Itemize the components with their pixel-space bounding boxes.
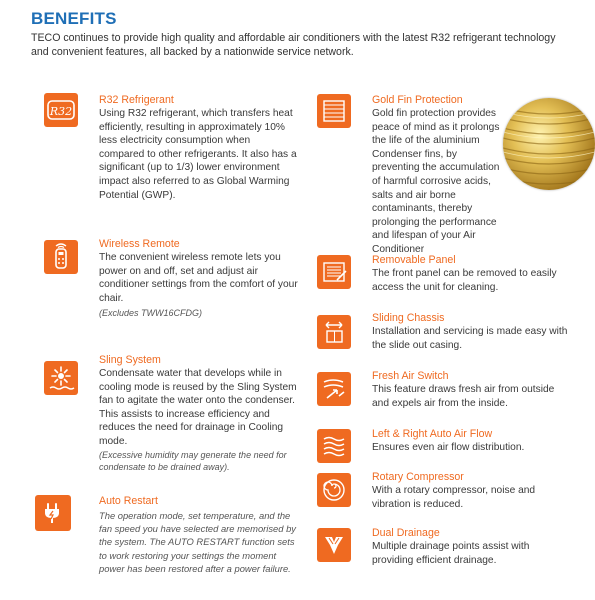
feature-body: Condensate water that develops while in cooling mode is reused by the Sling System fan to agitate the water onto the condenser. This assists to increase efficiency and reduces the need for drainage in Cooling mode.: [99, 368, 297, 447]
feature-body: This feature draws fresh air from outside and expels air from the inside.: [372, 384, 555, 409]
sling-fan-icon: [44, 361, 78, 395]
feature-title: Gold Fin Protection: [372, 94, 463, 106]
feature-wireless-remote: [99, 238, 299, 319]
feature-sling-system: [99, 354, 299, 473]
feature-title: Sling System: [99, 354, 161, 366]
feature-note: (Excessive humidity may generate the need for condensate to be drained away).: [99, 449, 287, 472]
svg-text:R32: R32: [49, 105, 73, 118]
feature-title: Left & Right Auto Air Flow: [372, 428, 493, 440]
feature-title: Rotary Compressor: [372, 471, 464, 483]
feature-auto-air-flow: [372, 428, 572, 455]
feature-body: The operation mode, set temperature, and the fan speed you have selected are memorised by the system. The AUTO RESTART function sets to work restoring your settings the moment power has been restored after a power failure.: [99, 510, 296, 574]
remote-control-icon: [44, 240, 78, 274]
feature-body: Gold fin protection provides peace of mind as it prolongs the life of the aluminium Condenser fins, by preventing the accumulation of harmful corrosive acids, salts and air borne contaminants, thereby prolonging the performance and lifespan of your Air Conditioner: [372, 108, 500, 255]
feature-body: With a rotary compressor, noise and vibration is reduced.: [372, 485, 536, 510]
feature-auto-restart: [99, 495, 299, 575]
feature-rotary-compressor: [372, 471, 572, 511]
feature-r32-refrigerant: [99, 94, 297, 202]
dual-drainage-icon: [317, 528, 351, 562]
feature-title: Auto Restart: [99, 495, 158, 507]
sliding-chassis-icon: [317, 315, 351, 349]
feature-body: Ensures even air flow distribution.: [372, 442, 525, 453]
removable-panel-icon: [317, 255, 351, 289]
feature-body: The front panel can be removed to easily access the unit for cleaning.: [372, 268, 557, 293]
feature-body-lead: [372, 107, 500, 257]
feature-removable-panel: [372, 254, 572, 294]
feature-title: R32 Refrigerant: [99, 94, 174, 106]
gold-fin-icon: [317, 94, 351, 128]
feature-body: Multiple drainage points assist with providing efficient drainage.: [372, 541, 530, 566]
feature-title: Sliding Chassis: [372, 312, 445, 324]
feature-body: The convenient wireless remote lets you power on and off, set and adjust air conditioner settings from the comfort of your chair.: [99, 252, 298, 304]
intro-text: TECO continues to provide high quality and affordable air conditioners with the latest R32 refrigerant technology and convenient features, all backed by a nationwide service network.: [31, 32, 556, 58]
air-flow-icon: [317, 429, 351, 463]
feature-title: Removable Panel: [372, 254, 456, 266]
gold-fin-photo: [503, 98, 595, 190]
feature-title: Dual Drainage: [372, 527, 440, 539]
feature-title: Wireless Remote: [99, 238, 180, 250]
feature-dual-drainage: [372, 527, 572, 567]
fresh-air-icon: [317, 372, 351, 406]
r32-icon: [44, 93, 78, 127]
page-title: BENEFITS: [31, 9, 117, 28]
feature-fresh-air-switch: [372, 370, 572, 410]
rotary-compressor-icon: [317, 473, 351, 507]
feature-note: (Excludes TWW16CFDG): [99, 308, 203, 319]
feature-title: Fresh Air Switch: [372, 370, 449, 382]
feature-body: Installation and servicing is made easy with the slide out casing.: [372, 326, 568, 351]
feature-sliding-chassis: [372, 312, 572, 352]
feature-body: Using R32 refrigerant, which transfers heat efficiently, resulting in approximately 10% less electricity consumption when compared to other refrigerants. It also has a significant (up to 1/3) lower environment impact also referred to as Global Warming Potential (GWP).: [99, 108, 297, 201]
power-plug-icon: [35, 495, 71, 531]
